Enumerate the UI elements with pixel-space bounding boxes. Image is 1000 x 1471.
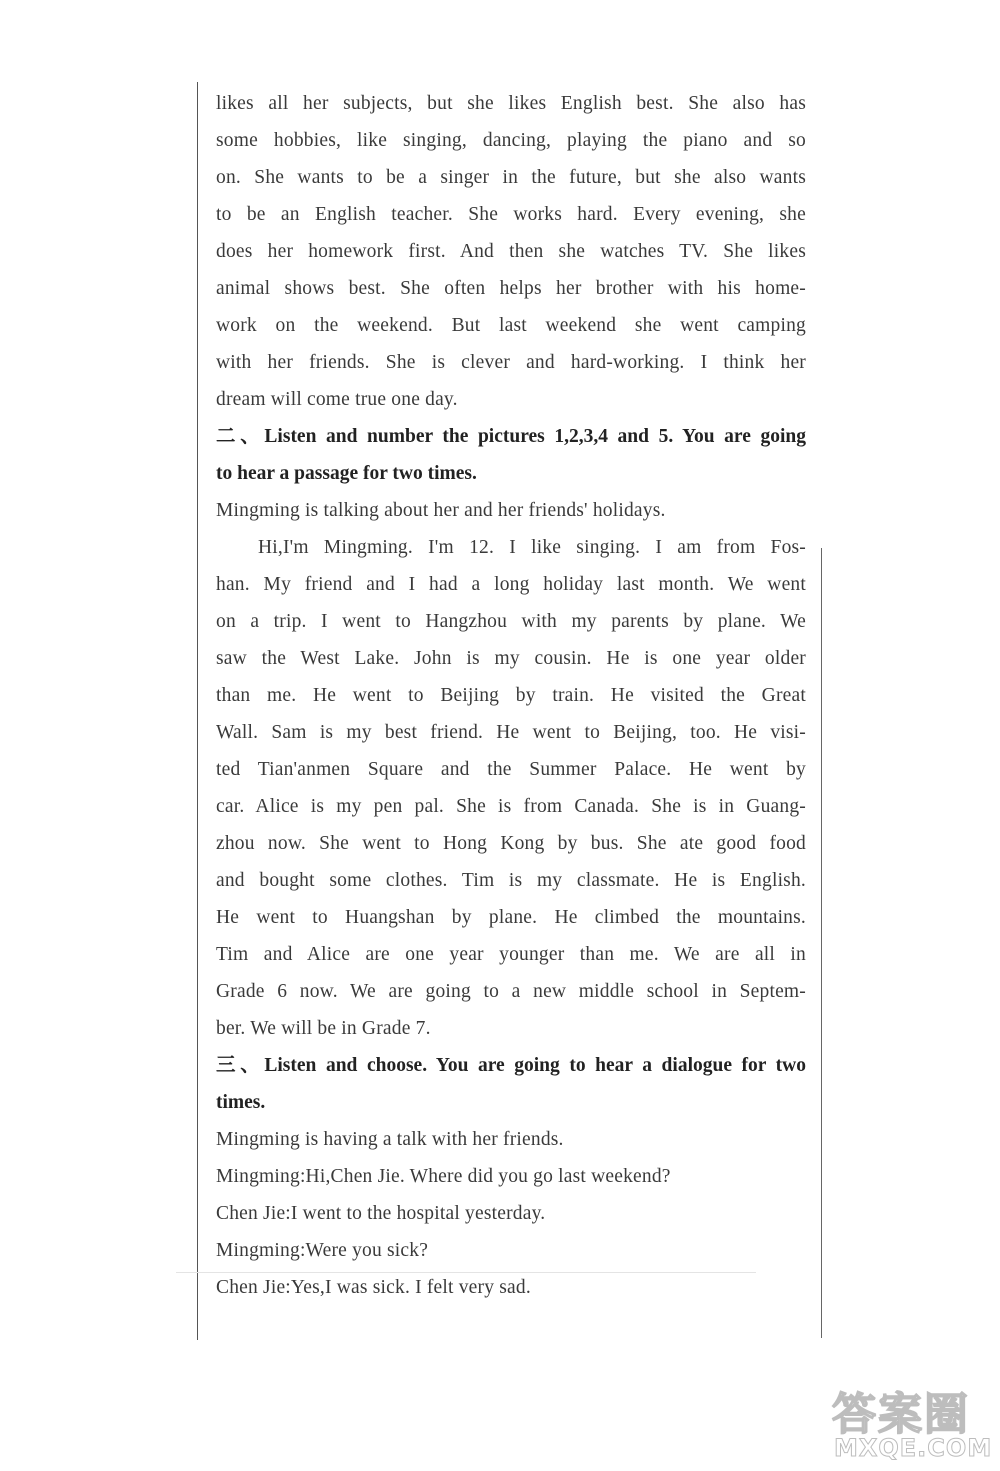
text-line: on a trip. I went to Hangzhou with my parents by plane. We: [216, 611, 806, 632]
section-3: [216, 1047, 806, 1306]
text-line: He went to Huangshan by plane. He climbed the mountains.: [216, 907, 806, 928]
text-line: does her homework first. And then she watches TV. She likes: [216, 241, 806, 262]
site-watermark: [802, 1378, 992, 1463]
text-line: han. My friend and I had a long holiday last month. We went: [216, 574, 806, 595]
text-line: some hobbies, like singing, dancing, playing the piano and so: [216, 130, 806, 151]
section-3-heading: 三、Listen and choose. You are going to hear a dialogue for two: [216, 1055, 806, 1076]
text-line: work on the weekend. But last weekend she went camping: [216, 315, 806, 336]
document-content: [216, 85, 806, 1306]
right-margin-rule: [821, 548, 822, 1338]
text-line: car. Alice is my pen pal. She is from Canada. She is in Guang-: [216, 796, 806, 817]
text-line: likes all her subjects, but she likes English best. She also has: [216, 93, 806, 114]
dialogue-line: Mingming:Were you sick?: [216, 1240, 429, 1261]
watermark-url-text: MXQE.COM: [834, 1434, 993, 1462]
dialogue-line: Mingming:Hi,Chen Jie. Where did you go last weekend?: [216, 1166, 671, 1187]
text-line: zhou now. She went to Hong Kong by bus. She ate good food: [216, 833, 806, 854]
text-line: saw the West Lake. John is my cousin. He is one year older: [216, 648, 806, 669]
text-line: Tim and Alice are one year younger than me. We are all in: [216, 944, 806, 965]
left-margin-rule: [197, 82, 198, 1340]
passage-1: [216, 85, 806, 418]
text-line: animal shows best. She often helps her brother with his home-: [216, 278, 806, 299]
section-3-intro: Mingming is having a talk with her friends.: [216, 1129, 564, 1150]
text-line: than me. He went to Beijing by train. He visited the Great: [216, 685, 806, 706]
section-3-heading: times.: [216, 1092, 266, 1113]
section-2-heading: 二、Listen and number the pictures 1,2,3,4 and 5. You are going: [216, 426, 806, 447]
section-2: [216, 418, 806, 1047]
dialogue-line: Chen Jie:Yes,I was sick. I felt very sad.: [216, 1277, 531, 1298]
watermark-logo-text: 答案圈: [832, 1389, 970, 1440]
text-line: and bought some clothes. Tim is my classmate. He is English.: [216, 870, 806, 891]
dialogue-line: Chen Jie:I went to the hospital yesterday.: [216, 1203, 546, 1224]
text-line: ber. We will be in Grade 7.: [216, 1018, 431, 1039]
text-line: to be an English teacher. She works hard. Every evening, she: [216, 204, 806, 225]
section-2-intro: Mingming is talking about her and her friends' holidays.: [216, 500, 666, 521]
text-line: dream will come true one day.: [216, 389, 458, 410]
text-line: Hi,I'm Mingming. I'm 12. I like singing. I am from Fos-: [258, 537, 806, 558]
text-line: Wall. Sam is my best friend. He went to Beijing, too. He visi-: [216, 722, 806, 743]
text-line: with her friends. She is clever and hard-working. I think her: [216, 352, 806, 373]
text-line: ted Tian'anmen Square and the Summer Palace. He went by: [216, 759, 806, 780]
section-2-heading: to hear a passage for two times.: [216, 463, 477, 484]
text-line: Grade 6 now. We are going to a new middle school in Septem-: [216, 981, 806, 1002]
text-line: on. She wants to be a singer in the future, but she also wants: [216, 167, 806, 188]
